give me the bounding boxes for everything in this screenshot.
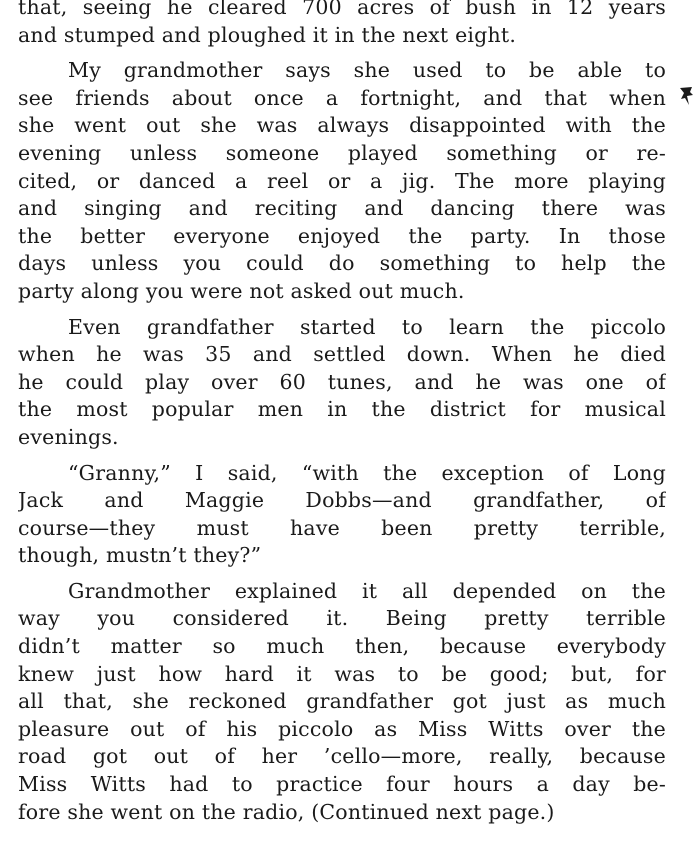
paragraph-grandmother-explained bbox=[18, 578, 666, 826]
text-line: course—they must have been pretty terrible, bbox=[18, 515, 666, 540]
paragraph-grandmother-friends bbox=[18, 57, 666, 305]
text-line: days unless you could do something to help the bbox=[18, 251, 666, 276]
text-line: he could play over 60 tunes, and he was one of bbox=[18, 369, 666, 394]
text-line: see friends about once a fortnight, and that when bbox=[18, 85, 666, 110]
text-line: Miss Witts had to practice four hours a day be- bbox=[18, 772, 666, 797]
text-line: fore she went on the radio, (Continued next page.) bbox=[18, 799, 555, 824]
text-line: knew just how hard it was to be good; but, for bbox=[18, 661, 666, 686]
text-line: cited, or danced a reel or a jig. The more playing bbox=[18, 168, 666, 193]
text-line: My grandmother says she used to be able to bbox=[68, 58, 666, 83]
text-line: road got out of her ’cello—more, really, because bbox=[18, 744, 666, 769]
text-line: though, mustn’t they?” bbox=[18, 543, 262, 568]
paragraph-granny-dialogue bbox=[18, 460, 666, 570]
text-line: evenings. bbox=[18, 424, 119, 449]
text-line: party along you were not asked out much. bbox=[18, 278, 465, 303]
text-line: way you considered it. Being pretty terrible bbox=[18, 606, 666, 631]
text-line: that, seeing he cleared 700 acres of bush in 12 years bbox=[18, 0, 666, 19]
text-line: and singing and reciting and dancing there was bbox=[18, 196, 666, 221]
text-line: didn’t matter so much then, because everybody bbox=[18, 634, 666, 659]
text-line: the better everyone enjoyed the party. In those bbox=[18, 223, 666, 248]
text-line: and stumped and ploughed it in the next eight. bbox=[18, 22, 517, 47]
text-line: Even grandfather started to learn the piccolo bbox=[68, 314, 666, 339]
paragraph-grandfather-piccolo bbox=[18, 314, 666, 452]
text-line: Jack and Maggie Dobbs—and grandfather, of bbox=[18, 488, 666, 513]
text-line: the most popular men in the district for musical bbox=[18, 397, 666, 422]
text-line: Grandmother explained it all depended on the bbox=[68, 578, 666, 603]
text-line: “Granny,” I said, “with the exception of Long bbox=[68, 460, 666, 485]
text-line: when he was 35 and settled down. When he died bbox=[18, 342, 666, 367]
text-line: all that, she reckoned grandfather got just as much bbox=[18, 689, 666, 714]
document-page bbox=[18, 0, 666, 841]
text-line: she went out she was always disappointed with the bbox=[18, 113, 666, 138]
text-line: pleasure out of his piccolo as Miss Witts over the bbox=[18, 716, 666, 741]
text-line: evening unless someone played something or re- bbox=[18, 140, 666, 165]
ink-smudge-mark bbox=[678, 86, 694, 108]
paragraph-continuation bbox=[18, 0, 666, 49]
